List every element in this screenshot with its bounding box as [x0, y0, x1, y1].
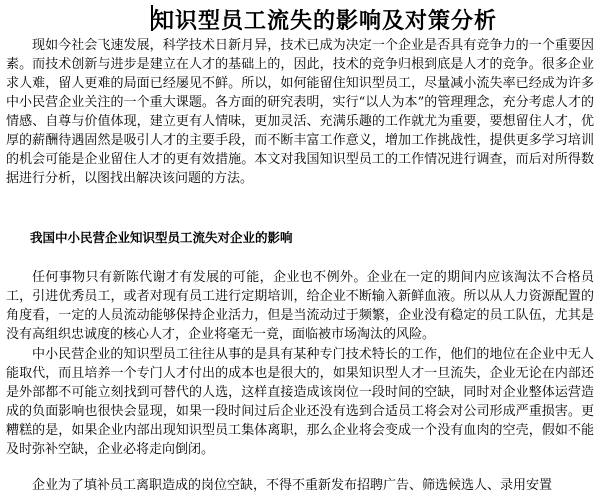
section-paragraph-2: 中小民营企业的知识型员工往往从事的是具有某种专门技术特长的工作，他们的地位在企业中无人能取代，而且培养一个专门人才付出的成本也是很大的，如果知识型人才一旦流失，企业无论在内部还是外部都不可能立刻找到可替代的人选，这样直接造成该岗位一段时间的空缺，同时对企业整体运营造成的负面影响也很快会显现，如果一段时间过后企业还没有选到合适员工将会对公司形成严重损害。更糟糕的是，如果企业内部出现知识型员工集体离职，那么企业将会变成一个没有血肉的空壳，假如不能及时弥补空缺，企业必将走向倒闭。 — [6, 347, 594, 457]
section-heading: 我国中小民营企业知识型员工流失对企业的影响 — [30, 230, 293, 245]
document-title: 知识型员工流失的影响及对策分析 — [152, 8, 498, 34]
section-paragraph-1: 任何事物只有新陈代谢才有发展的可能，企业也不例外。企业在一定的期间内应该淘汰不合格员工，引进优秀员工，或者对现有员工进行定期培训，给企业不断输入新鲜血液。所以从人力资源配置的角度看，一定的人员流动能够保持企业活力，但是当流动过于频繁，企业没有稳定的员工队伍，尤其是没有高组织忠诚度的核心人才，企业将毫无一竟，面临被市场淘汰的风险。 — [6, 270, 594, 342]
section-paragraph-3: 企业为了填补员工离职造成的岗位空缺，不得不重新发布招聘广告、筛选候选人、录用安置 — [32, 478, 553, 493]
intro-paragraph: 现如今社会飞速发展，科学技术日新月异，技术已成为决定一个企业是否具有竞争力的一个重要因素。而技术创新与进步是建立在人才的基础上的，因此，技术的竞争归根到底是人才的竞争。很多企业求人难，留人更难的局面已经屡见不鲜。所以，如何能留住知识型员工，尽量减小流失率已经成为许多中小民营企业关注的一个重大课题。各方面的研究表明，实行“以人为本”的管理理念，充分考虑人才的情感、自尊与价值体现，建立更有人情味，更加灵活、充满乐趣的工作就尤为重要，要想留住人才，优厚的薪酬待遇固然是吸引人才的主要手段，而不断丰富工作意义，增加工作挑战性，提供更多学习培训的机会可能是企业留住人才的更有效措施。本文对我国知识型员工的工作情况进行调查，而后对所得数据进行分析，以图找出解决该问题的方法。 — [6, 38, 594, 186]
